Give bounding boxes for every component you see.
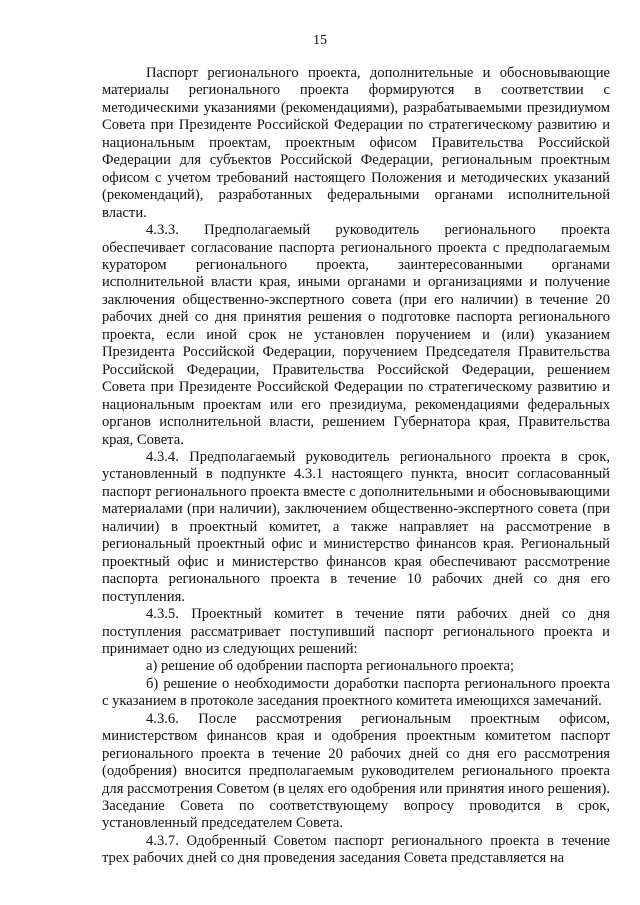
paragraph-4-3-5: 4.3.5. Проектный комитет в течение пяти рабочих дней со дня поступления рассматривает поступивший паспорт регионального проекта и принимает одно из следующих решений: xyxy=(102,606,610,657)
paragraph-4-3-7: 4.3.7. Одобренный Советом паспорт регионального проекта в течение трех рабочих дней со дня проведения заседания Совета представляется на xyxy=(102,832,610,867)
paragraph-4-3-3: 4.3.3. Предполагаемый руководитель регионального проекта обеспечивает согласование паспорта регионального проекта с предполагаемым куратором регионального проекта, заинтересованными органами исполнительной власти края, иными органами и организациями и получение заключения общественно-экспертного совета (при его наличии) в течение 20 рабочих дней со дня принятия решения о подготовке паспорта регионального проекта, если иной срок не установлен поручением и (или) указанием Президента Российской Федерации, поручением Председателя Правительства Российской Федерации, Правительства Российской Федерации, решением Совета при Президенте Российской Федерации по стратегическому развитию и национальным проектам или его президиума, рекомендациями федеральных органов исполнительной власти, решением Губернатора края, Правительства края, Совета. xyxy=(102,222,610,448)
paragraph-4-3-4: 4.3.4. Предполагаемый руководитель регионального проекта в срок, установленный в подпункте 4.3.1 настоящего пункта, вносит согласованный паспорт регионального проекта вместе с дополнительными и обосновывающими материалами (при наличии), заключением общественно-экспертного совета (при наличии) в проектный комитет, а также направляет на рассмотрение в региональный проектный офис и министерство финансов края. Региональный проектный офис и министерство финансов края обеспечивают рассмотрение паспорта регионального проекта в течение 10 рабочих дней со дня его поступления. xyxy=(102,448,610,605)
page-number: 15 xyxy=(313,33,327,48)
document-body xyxy=(102,65,610,868)
paragraph-methodical-materials: Паспорт регионального проекта, дополнительные и обосновывающие материалы регионального проекта формируются в соответствии с методическими указаниями (рекомендациями), разрабатываемыми президиумом Совета при Президенте Российской Федерации по стратегическому развитию и национальным проектам, проектным офисом Правительства Российской Федерации для субъектов Российской Федерации, региональным проектным офисом с учетом требований настоящего Положения и методических указаний (рекомендаций), разработанных федеральными органами исполнительной власти. xyxy=(102,65,610,221)
list-item-b: б) решение о необходимости доработки паспорта регионального проекта с указанием в протоколе заседания проектного комитета имеющихся замечаний. xyxy=(102,675,610,710)
list-item-a: а) решение об одобрении паспорта регионального проекта; xyxy=(146,658,515,675)
paragraph-4-3-6: 4.3.6. После рассмотрения региональным проектным офисом, министерством финансов края и одобрения проектным комитетом паспорт регионального проекта в течение 20 рабочих дней со дня его рассмотрения (одобрения) вносится предполагаемым руководителем регионального проекта для рассмотрения Советом (в целях его одобрения или принятия иного решения). Заседание Совета по соответствующему вопросу проводится в срок, установленный председателем Совета. xyxy=(102,710,610,832)
